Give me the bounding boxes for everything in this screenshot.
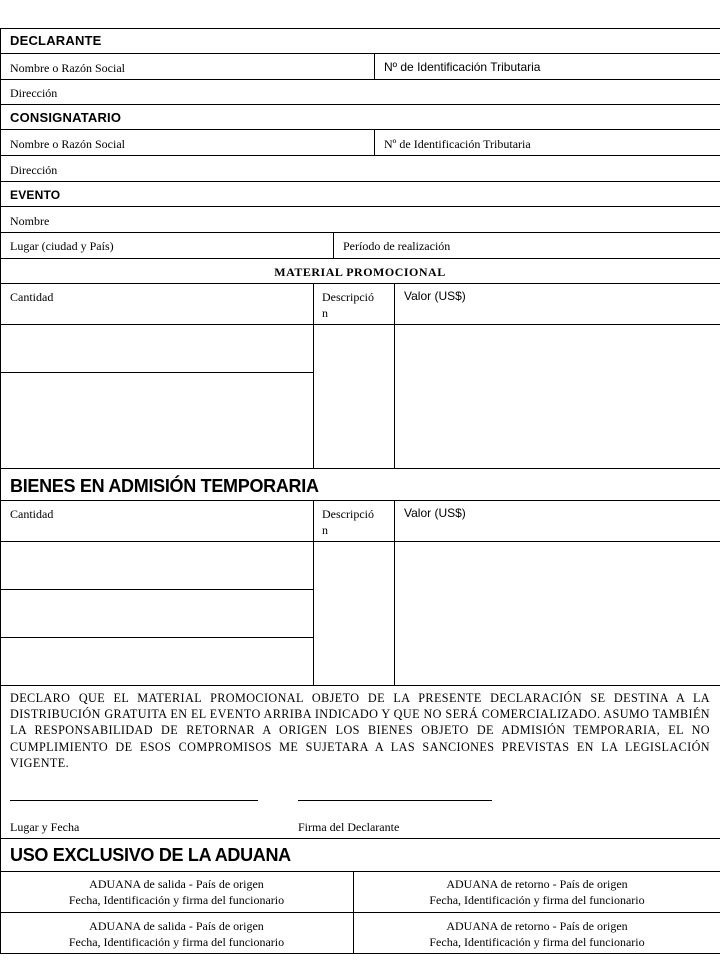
material-col-cantidad: Cantidad — [10, 290, 54, 304]
rule — [0, 129, 720, 130]
rule — [0, 28, 720, 29]
aduana-retorno-cell — [354, 876, 720, 908]
rule — [0, 589, 313, 590]
rule — [0, 912, 720, 913]
declarante-nit-label: Nº de Identificación Tributaria — [384, 60, 541, 74]
declarante-heading: DECLARANTE — [10, 33, 102, 48]
rule — [0, 953, 720, 954]
aduana-salida-title: ADUANA de salida - País de origen — [89, 919, 264, 933]
bienes-col-valor: Valor (US$) — [404, 506, 466, 520]
declarante-direccion-label: Dirección — [10, 86, 58, 100]
firma-label: Firma del Declarante — [298, 820, 400, 834]
material-heading: MATERIAL PROMOCIONAL — [274, 265, 446, 279]
rule — [0, 258, 720, 259]
evento-periodo-label: Período de realización — [343, 239, 451, 253]
aduana-salida-cell — [0, 918, 353, 950]
firma-line — [298, 800, 492, 801]
aduana-heading: USO EXCLUSIVO DE LA ADUANA — [10, 845, 291, 865]
rule — [0, 372, 313, 373]
consignatario-nombre-label: Nombre o Razón Social — [10, 137, 125, 151]
rule — [0, 500, 720, 501]
rule — [394, 500, 395, 685]
rule — [0, 79, 720, 80]
evento-lugar-label: Lugar (ciudad y País) — [10, 239, 114, 253]
consignatario-nit-label: Nº de Identificación Tributaria — [384, 137, 531, 151]
rule — [0, 232, 720, 233]
aduana-salida-cell — [0, 876, 353, 908]
rule — [0, 104, 720, 105]
lugar-fecha-label: Lugar y Fecha — [10, 820, 80, 834]
rule — [0, 181, 720, 182]
bienes-col-cantidad: Cantidad — [10, 507, 54, 521]
rule — [0, 283, 720, 284]
rule — [0, 53, 720, 54]
rule — [0, 838, 720, 839]
rule — [0, 541, 720, 542]
lugar-fecha-line — [10, 800, 258, 801]
evento-nombre-label: Nombre — [10, 214, 50, 228]
aduana-salida-sub: Fecha, Identificación y firma del funcionario — [68, 893, 285, 907]
aduana-retorno-sub: Fecha, Identificación y firma del funcionario — [429, 893, 645, 907]
rule — [394, 283, 395, 468]
material-col-descripcion: Descripció n — [322, 290, 374, 320]
material-col-valor: Valor (US$) — [404, 289, 466, 303]
aduana-salida-title: ADUANA de salida - País de origen — [89, 877, 264, 891]
aduana-retorno-cell — [354, 918, 720, 950]
aduana-retorno-title: ADUANA de retorno - País de origen — [446, 919, 628, 933]
rule — [0, 871, 720, 872]
evento-heading: EVENTO — [10, 188, 61, 202]
aduana-retorno-sub: Fecha, Identificación y firma del funcionario — [429, 935, 645, 949]
rule — [313, 283, 314, 468]
bienes-heading: BIENES EN ADMISIÓN TEMPORARIA — [10, 476, 319, 496]
consignatario-direccion-label: Dirección — [10, 163, 58, 177]
rule — [0, 685, 720, 686]
rule — [0, 206, 720, 207]
declarante-nombre-label: Nombre o Razón Social — [10, 61, 125, 75]
bienes-col-descripcion: Descripció n — [322, 507, 374, 537]
rule — [0, 468, 720, 469]
declaration-text: DECLARO QUE EL MATERIAL PROMOCIONAL OBJETO DE LA PRESENTE DECLARACIÓN SE DESTINA A LA DISTRIBUCIÓN GRATUITA EN EL EVENTO ARRIBA INDICADO Y QUE NO SERÁ COMERCIALIZADO. ASUMO TAMBIÉN LA RESPONSABILIDAD DE RETORNAR A ORIGEN LOS BIENES OBJETO DE ADMISIÓN TEMPORARIA, EL NO CUMPLIMIENTO DE ESOS COMPROMISOS ME SUJETARA A LAS SANCIONES PREVISTAS EN LA LEGISLACIÓN VIGENTE. — [10, 691, 710, 770]
rule — [333, 232, 334, 258]
rule — [374, 53, 375, 79]
aduana-retorno-title: ADUANA de retorno - País de origen — [446, 877, 628, 891]
consignatario-heading: CONSIGNATARIO — [10, 110, 122, 125]
rule — [0, 28, 1, 954]
rule — [0, 155, 720, 156]
rule — [0, 324, 720, 325]
aduana-salida-sub: Fecha, Identificación y firma del funcionario — [68, 935, 285, 949]
rule — [374, 129, 375, 155]
rule — [0, 637, 313, 638]
rule — [313, 500, 314, 685]
